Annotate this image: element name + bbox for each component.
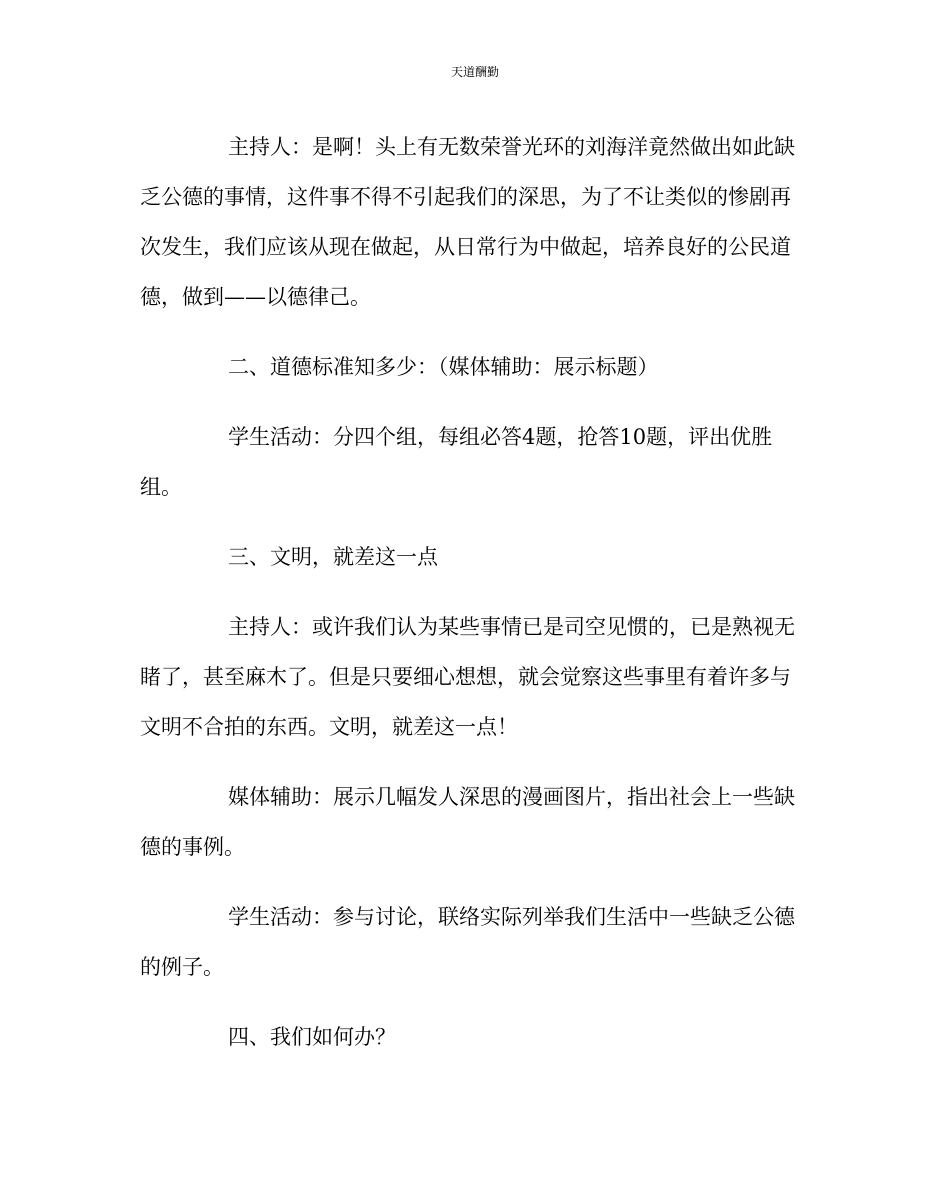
paragraph-media-aid: 媒体辅助：展示几幅发人深思的漫画图片，指出社会上一些缺德的事例。 bbox=[140, 785, 795, 859]
section-heading-what-to-do: 四、我们如何办？ bbox=[228, 1025, 396, 1049]
paragraph-host-remark: 主持人：是啊！头上有无数荣誉光环的刘海洋竟然做出如此缺乏公德的事情，这件事不得不引起我们的深思，为了不让类似的惨剧再次发生，我们应该从现在做起，从日常行为中做起，培养良好的公民道德，做到——以德律己。 bbox=[140, 135, 795, 309]
section-heading-civility: 三、文明，就差这一点 bbox=[228, 545, 438, 569]
paragraph-student-activity-quiz: 学生活动：分四个组，每组必答4题，抢答10题，评出优胜组。 bbox=[140, 425, 773, 499]
page-header: 天道酬勤 bbox=[450, 65, 499, 79]
paragraph-host-reflection: 主持人：或许我们认为某些事情已是司空见惯的，已是熟视无睹了，甚至麻木了。但是只要细心想想，就会觉察这些事里有着许多与文明不合拍的东西。文明，就差这一点！ bbox=[140, 615, 795, 739]
section-heading-moral-standards: 二、道德标准知多少：（媒体辅助：展示标题） bbox=[228, 355, 659, 379]
paragraph-student-activity-discussion: 学生活动：参与讨论，联络实际列举我们生活中一些缺乏公德的例子。 bbox=[140, 905, 795, 979]
document-body bbox=[140, 122, 802, 1062]
